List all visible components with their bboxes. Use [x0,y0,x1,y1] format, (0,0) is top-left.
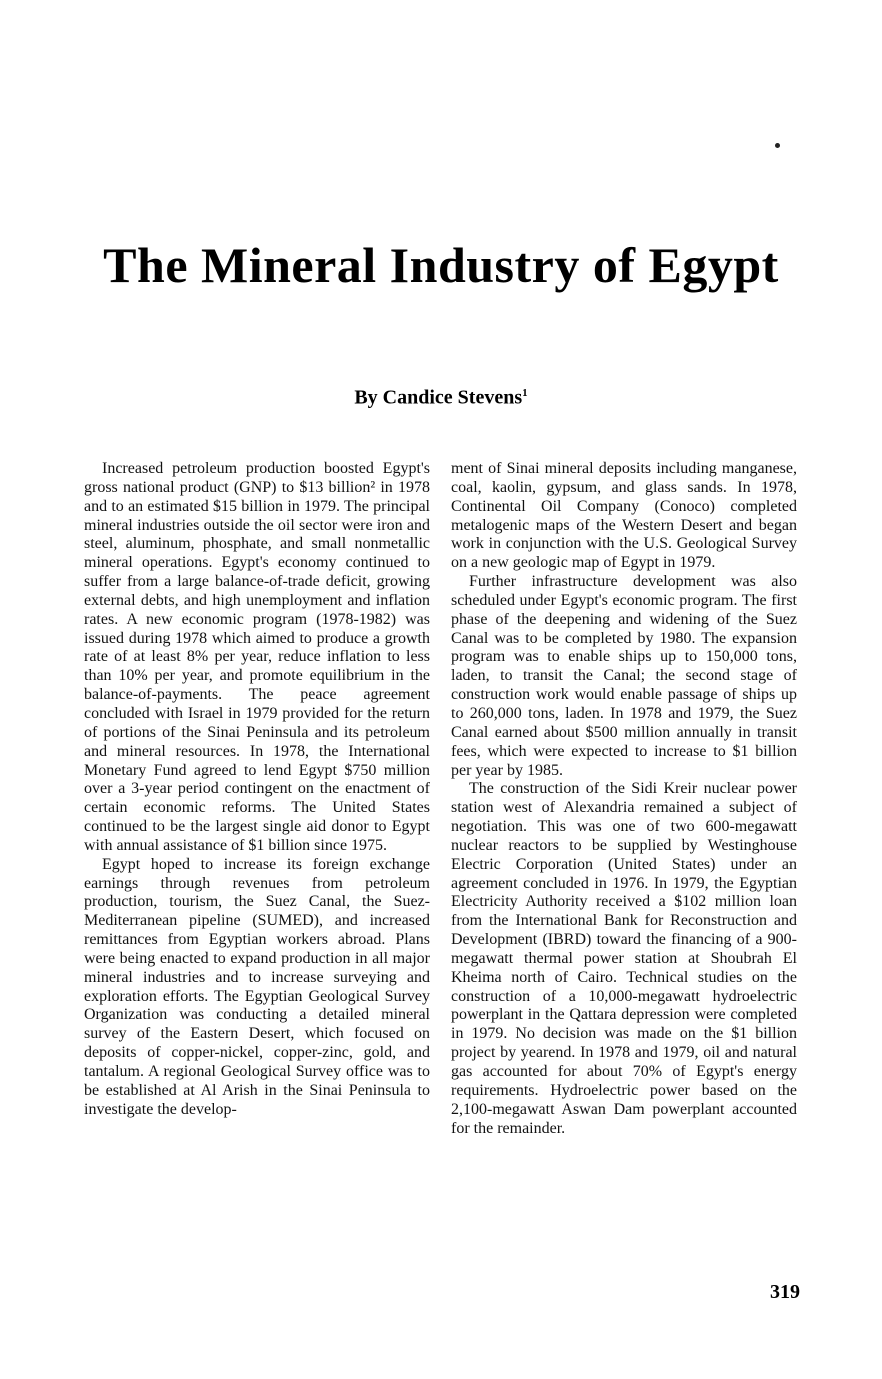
paragraph-nuclear-power: The construction of the Sidi Kreir nuclear power station west of Alexandria remained a subject of negotiation. This was one of two 600-megawatt nuclear reactors to be supplied by Westinghouse Electric Corporation (United States) under an agreement concluded in 1976. In 1979, the Egyptian Electricity Authority received a $102 million loan from the International Bank for Reconstruction and Development (IBRD) toward the financing of a 900-megawatt thermal power station at Shoubrah El Kheima north of Cairo. Technical studies on the construction of a 10,000-megawatt hydroelectric powerplant in the Qattara depression were completed in 1979. No decision was made on the $1 billion project by yearend. In 1978 and 1979, oil and natural gas accounted for about 70% of Egypt's energy requirements. Hydroelectric power based on the 2,100-megawatt Aswan Dam powerplant accounted for the remainder. [451,780,797,1137]
right-column [451,460,797,1138]
paragraph-intro: Increased petroleum production boosted Egypt's gross national product (GNP) to $13 billion² in 1978 and to an estimated $15 billion in 1979. The principal mineral industries outside the oil sector were iron and steel, aluminum, phosphate, and small nonmetallic mineral operations. Egypt's economy continued to suffer from a large balance-of-trade deficit, growing external debts, and high unemployment and inflation rates. A new economic program (1978-1982) was issued during 1978 which aimed to produce a growth rate of at least 8% per year, reduce inflation to less than 10% per year, and promote equilibrium in the balance-of-payments. The peace agreement concluded with Israel in 1979 provided for the return of portions of the Sinai Peninsula and its petroleum and mineral resources. In 1978, the International Monetary Fund agreed to lend Egypt $750 million over a 3-year period contingent on the enactment of certain economic reforms. The United States continued to be the largest single aid donor to Egypt with annual assistance of $1 billion since 1975. [84,460,430,854]
page-number: 319 [770,1281,800,1303]
author-name: By Candice Stevens [354,386,523,409]
left-column [84,460,430,1120]
paragraph-foreign-exchange: Egypt hoped to increase its foreign exchange earnings through revenues from petroleum production, tourism, the Suez Canal, the Suez-Mediterranean pipeline (SUMED), and increased remittances from Egyptian workers abroad. Plans were being enacted to expand production in all major mineral industries and to increase surveying and exploration efforts. The Egyptian Geological Survey Organization was conducting a detailed mineral survey of the Eastern Desert, which focused on deposits of copper-nickel, copper-zinc, gold, and tantalum. A regional Geological Survey office was to be established at Al Arish in the Sinai Peninsula to investigate the develop- [84,855,430,1118]
paragraph-continuation: ment of Sinai mineral deposits including manganese, coal, kaolin, gypsum, and glass sands. In 1978, Continental Oil Company (Conoco) completed metalogenic maps of the Western Desert and began work in conjunction with the U.S. Geological Survey on a new geologic map of Egypt in 1979. [451,460,797,572]
article-title: The Mineral Industry of Egypt [103,237,779,293]
scan-speck [775,143,780,148]
paragraph-infrastructure: Further infrastructure development was also scheduled under Egypt's economic program. The first phase of the deepening and widening of the Suez Canal was to be completed by 1980. The expansion program was to enable ships up to 150,000 tons, laden, to transit the Canal; the second stage of construction work would enable passage of ships up to 260,000 tons, laden. In 1978 and 1979, the Suez Canal earned about $500 million annually in transit fees, which were expected to increase to $1 billion per year by 1985. [451,573,797,779]
author-byline [200,380,682,411]
footnote-marker: 1 [522,387,528,399]
